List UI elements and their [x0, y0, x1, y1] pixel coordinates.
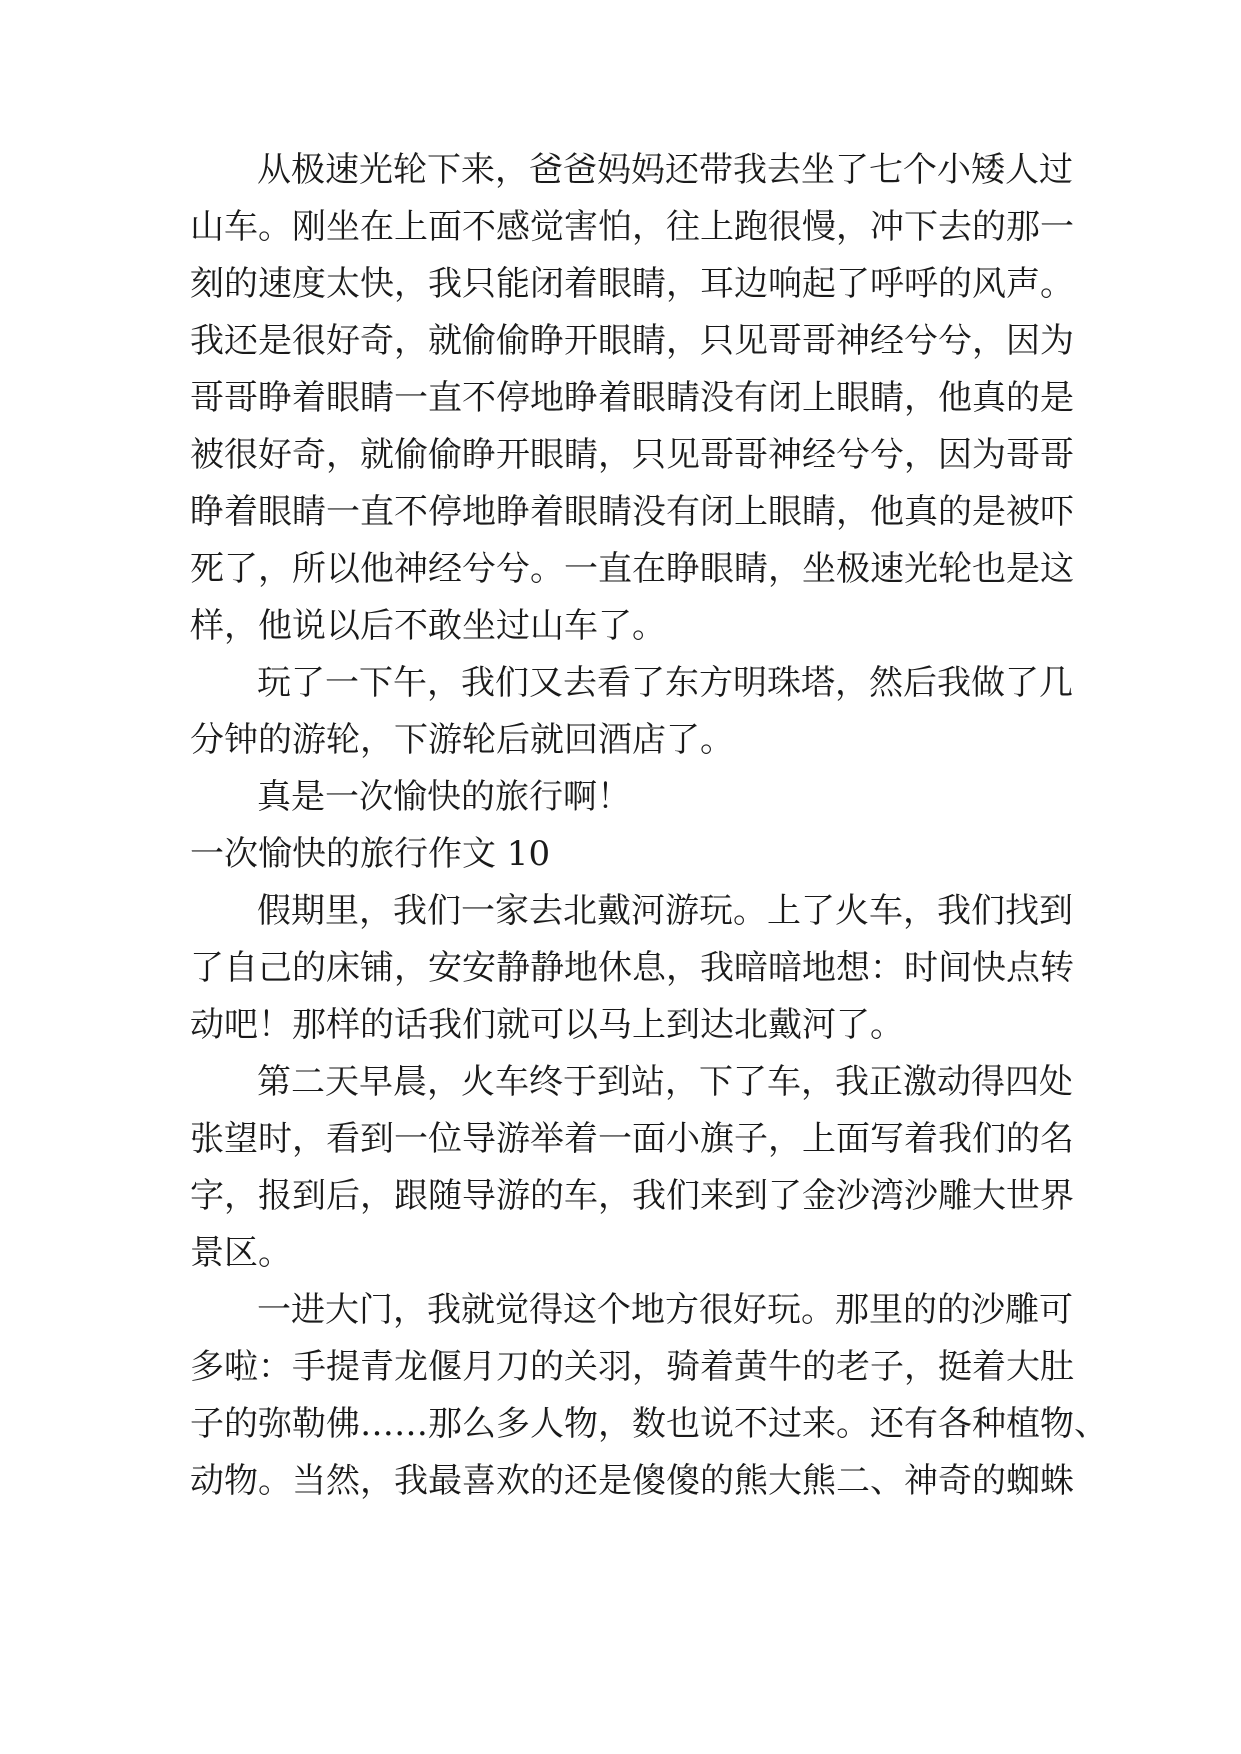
- paragraph-line: 被很好奇，就偷偷睁开眼睛，只见哥哥神经兮兮，因为哥哥: [190, 435, 1074, 475]
- paragraph-line: 景区。: [190, 1233, 292, 1273]
- paragraph-line: 第二天早晨，火车终于到站，下了车，我正激动得四处: [257, 1062, 1073, 1102]
- paragraph-line: 字，报到后，跟随导游的车，我们来到了金沙湾沙雕大世界: [190, 1176, 1074, 1216]
- paragraph-line: 动物。当然，我最喜欢的还是傻傻的熊大熊二、神奇的蜘蛛: [190, 1461, 1074, 1501]
- paragraph-line: 分钟的游轮，下游轮后就回酒店了。: [190, 720, 734, 760]
- paragraph-line: 玩了一下午，我们又去看了东方明珠塔，然后我做了几: [257, 663, 1073, 703]
- paragraph-line: 动吧！那样的话我们就可以马上到达北戴河了。: [190, 1005, 904, 1045]
- paragraph-line: 多啦：手提青龙偃月刀的关羽，骑着黄牛的老子，挺着大肚: [190, 1347, 1074, 1387]
- paragraph-line: 样，他说以后不敢坐过山车了。: [190, 606, 666, 646]
- paragraph-line: 了自己的床铺，安安静静地休息，我暗暗地想：时间快点转: [190, 948, 1074, 988]
- paragraph-line: 真是一次愉快的旅行啊！: [257, 777, 631, 817]
- paragraph-line: 子的弥勒佛……那么多人物，数也说不过来。还有各种植物、: [190, 1404, 1108, 1444]
- paragraph-line: 一进大门，我就觉得这个地方很好玩。那里的的沙雕可: [257, 1290, 1073, 1330]
- paragraph-line: 死了，所以他神经兮兮。一直在睁眼睛，坐极速光轮也是这: [190, 549, 1074, 589]
- paragraph-line: 从极速光轮下来，爸爸妈妈还带我去坐了七个小矮人过: [257, 150, 1073, 190]
- paragraph-line: 我还是很好奇，就偷偷睁开眼睛，只见哥哥神经兮兮，因为: [190, 321, 1074, 361]
- paragraph-line: 假期里，我们一家去北戴河游玩。上了火车，我们找到: [257, 891, 1073, 931]
- paragraph-line: 山车。刚坐在上面不感觉害怕，往上跑很慢，冲下去的那一: [190, 207, 1074, 247]
- paragraph-line: 刻的速度太快，我只能闭着眼睛，耳边响起了呼呼的风声。: [190, 264, 1074, 304]
- paragraph-line: 哥哥睁着眼睛一直不停地睁着眼睛没有闭上眼睛，他真的是: [190, 378, 1074, 418]
- paragraph-line: 睁着眼睛一直不停地睁着眼睛没有闭上眼睛，他真的是被吓: [190, 492, 1074, 532]
- paragraph-line: 张望时，看到一位导游举着一面小旗子，上面写着我们的名: [190, 1119, 1074, 1159]
- section-title: 一次愉快的旅行作文 10: [190, 834, 551, 874]
